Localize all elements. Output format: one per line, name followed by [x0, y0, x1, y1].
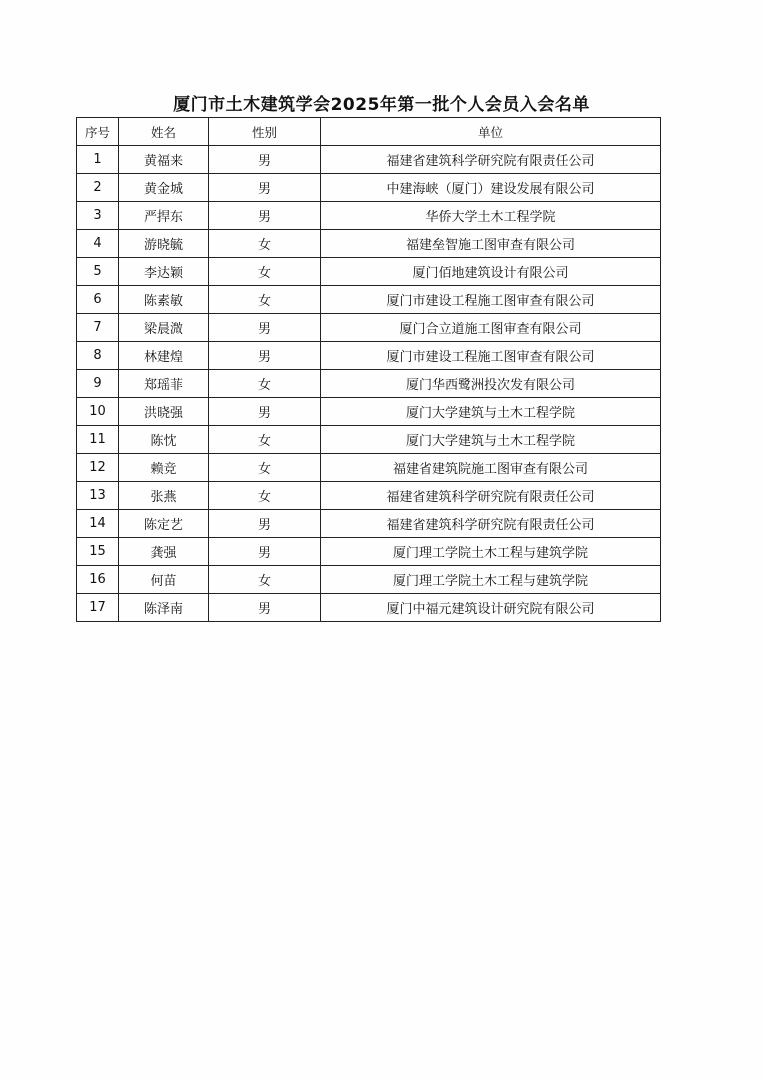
table-row: [77, 426, 661, 454]
cell-name: 赖竞: [119, 454, 209, 482]
cell-unit: 福建省建筑科学研究院有限责任公司: [321, 146, 661, 174]
cell-gender: 男: [209, 398, 321, 426]
table-row: [77, 370, 661, 398]
cell-gender: 男: [209, 538, 321, 566]
header-name: 姓名: [119, 118, 209, 146]
table-row: [77, 398, 661, 426]
cell-unit: 中建海峡（厦门）建设发展有限公司: [321, 174, 661, 202]
cell-name: 郑瑶菲: [119, 370, 209, 398]
cell-gender: 男: [209, 146, 321, 174]
cell-no: 10: [77, 398, 119, 426]
cell-no: 9: [77, 370, 119, 398]
cell-name: 龚强: [119, 538, 209, 566]
cell-name: 游晓毓: [119, 230, 209, 258]
cell-name: 黄福来: [119, 146, 209, 174]
cell-gender: 女: [209, 230, 321, 258]
cell-gender: 男: [209, 174, 321, 202]
cell-unit: 福建垒智施工图审查有限公司: [321, 230, 661, 258]
cell-no: 11: [77, 426, 119, 454]
table-row: [77, 230, 661, 258]
cell-no: 12: [77, 454, 119, 482]
cell-unit: 厦门市建设工程施工图审查有限公司: [321, 286, 661, 314]
cell-name: 林建煌: [119, 342, 209, 370]
cell-gender: 男: [209, 314, 321, 342]
table-row: [77, 286, 661, 314]
cell-name: 洪晓强: [119, 398, 209, 426]
cell-unit: 厦门理工学院土木工程与建筑学院: [321, 566, 661, 594]
cell-name: 黄金城: [119, 174, 209, 202]
cell-unit: 厦门佰地建筑设计有限公司: [321, 258, 661, 286]
cell-unit: 厦门大学建筑与土木工程学院: [321, 398, 661, 426]
cell-no: 14: [77, 510, 119, 538]
cell-gender: 女: [209, 370, 321, 398]
cell-no: 16: [77, 566, 119, 594]
cell-no: 13: [77, 482, 119, 510]
cell-name: 陈泽南: [119, 594, 209, 622]
cell-gender: 男: [209, 342, 321, 370]
cell-name: 梁晨溦: [119, 314, 209, 342]
cell-name: 严捍东: [119, 202, 209, 230]
cell-name: 陈忱: [119, 426, 209, 454]
cell-unit: 福建省建筑院施工图审查有限公司: [321, 454, 661, 482]
header-gender: 性别: [209, 118, 321, 146]
cell-no: 8: [77, 342, 119, 370]
member-table: [76, 117, 661, 622]
table-row: [77, 202, 661, 230]
table-row: [77, 482, 661, 510]
table-row: [77, 314, 661, 342]
header-no: 序号: [77, 118, 119, 146]
cell-name: 陈素敏: [119, 286, 209, 314]
table-row: [77, 594, 661, 622]
cell-unit: 华侨大学土木工程学院: [321, 202, 661, 230]
cell-gender: 男: [209, 510, 321, 538]
table-row: [77, 174, 661, 202]
cell-gender: 女: [209, 482, 321, 510]
cell-gender: 女: [209, 286, 321, 314]
cell-no: 7: [77, 314, 119, 342]
cell-no: 5: [77, 258, 119, 286]
cell-no: 6: [77, 286, 119, 314]
table-row: [77, 258, 661, 286]
cell-unit: 厦门华西鹭洲投次发有限公司: [321, 370, 661, 398]
cell-unit: 厦门市建设工程施工图审查有限公司: [321, 342, 661, 370]
cell-no: 2: [77, 174, 119, 202]
cell-gender: 女: [209, 454, 321, 482]
cell-unit: 福建省建筑科学研究院有限责任公司: [321, 510, 661, 538]
cell-unit: 福建省建筑科学研究院有限责任公司: [321, 482, 661, 510]
table-row: [77, 454, 661, 482]
cell-no: 3: [77, 202, 119, 230]
cell-name: 何苗: [119, 566, 209, 594]
table-row: [77, 146, 661, 174]
cell-gender: 男: [209, 202, 321, 230]
cell-gender: 女: [209, 566, 321, 594]
header-unit: 单位: [321, 118, 661, 146]
table-row: [77, 566, 661, 594]
cell-unit: 厦门中福元建筑设计研究院有限公司: [321, 594, 661, 622]
table-row: [77, 342, 661, 370]
cell-unit: 厦门理工学院土木工程与建筑学院: [321, 538, 661, 566]
cell-gender: 女: [209, 426, 321, 454]
cell-name: 张燕: [119, 482, 209, 510]
cell-gender: 男: [209, 594, 321, 622]
table-header-row: [77, 118, 661, 146]
cell-unit: 厦门合立道施工图审查有限公司: [321, 314, 661, 342]
cell-name: 李达颖: [119, 258, 209, 286]
cell-name: 陈定艺: [119, 510, 209, 538]
document-title: 厦门市土木建筑学会2025年第一批个人会员入会名单: [173, 95, 590, 115]
cell-gender: 女: [209, 258, 321, 286]
cell-no: 17: [77, 594, 119, 622]
cell-no: 15: [77, 538, 119, 566]
table-row: [77, 510, 661, 538]
cell-unit: 厦门大学建筑与土木工程学院: [321, 426, 661, 454]
cell-no: 1: [77, 146, 119, 174]
cell-no: 4: [77, 230, 119, 258]
table-row: [77, 538, 661, 566]
